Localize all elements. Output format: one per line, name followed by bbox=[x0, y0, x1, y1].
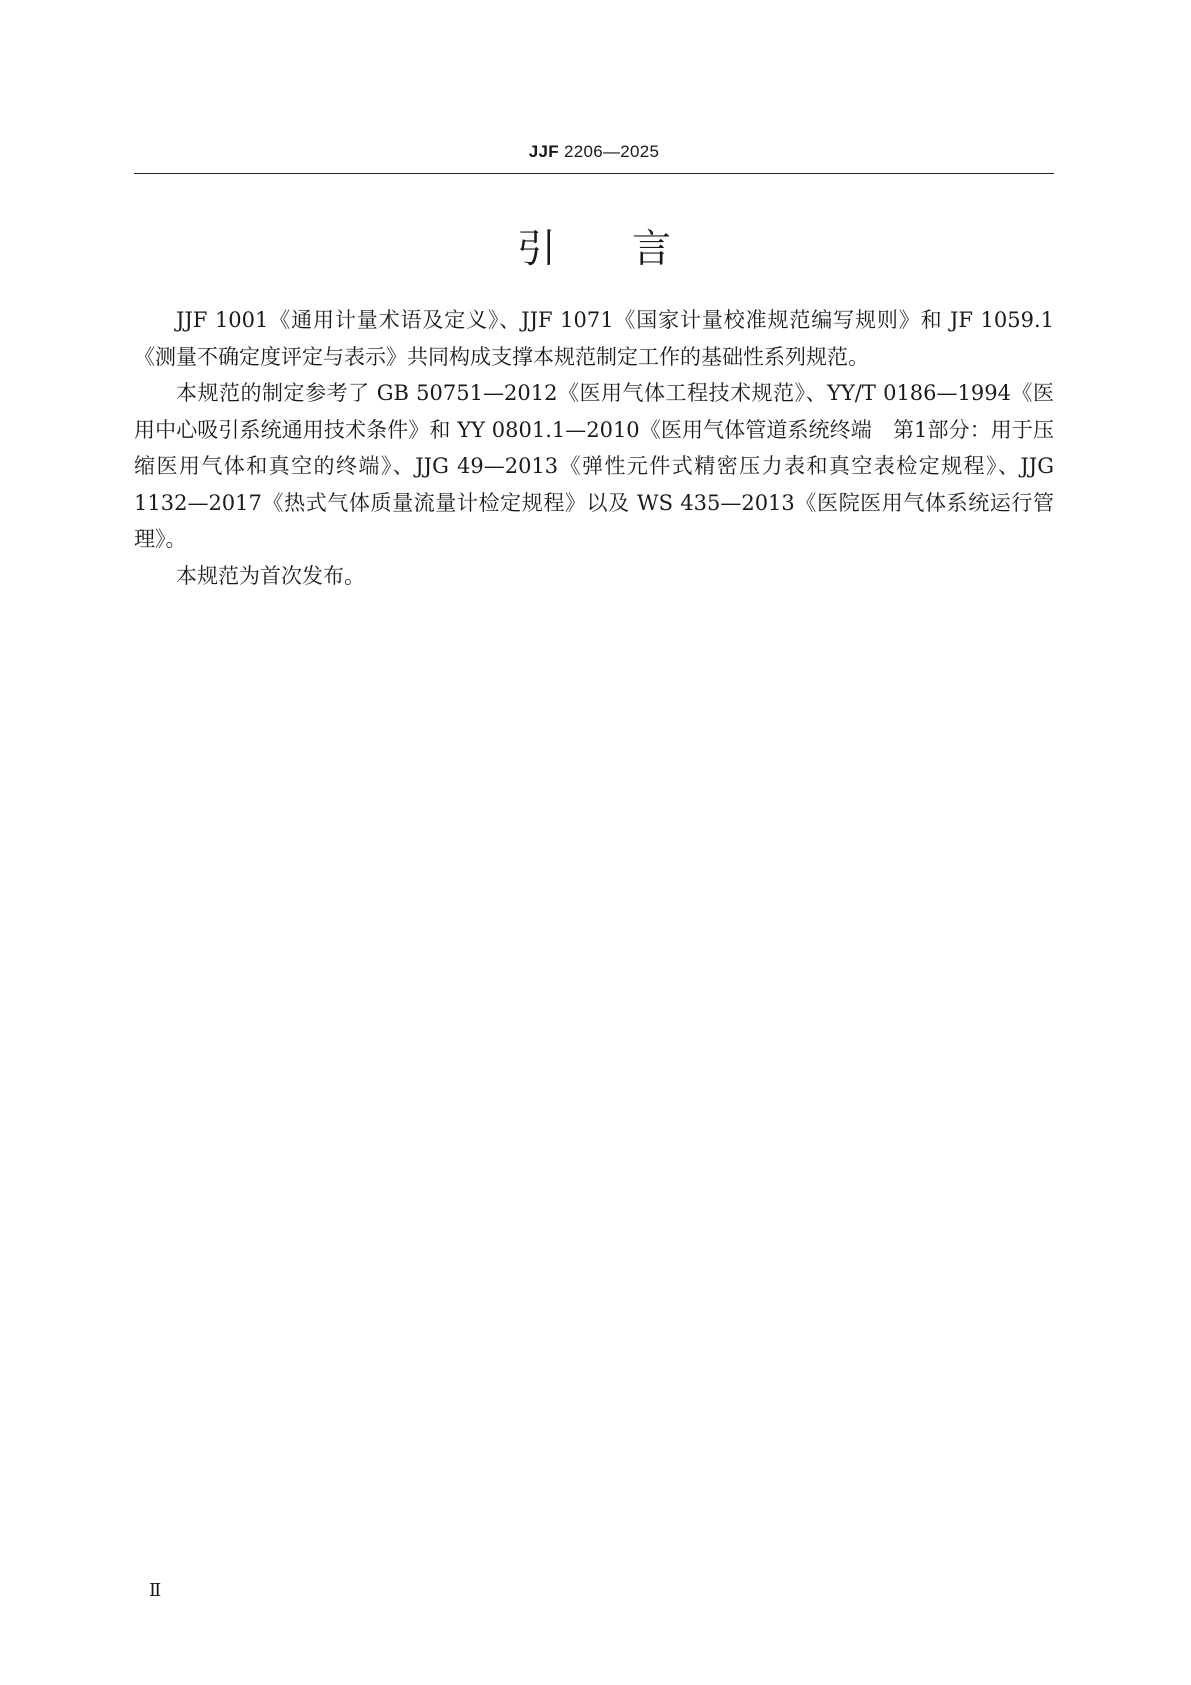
page-number: Ⅱ bbox=[149, 1580, 162, 1601]
standard-code: JJF bbox=[528, 142, 559, 161]
paragraph-first-release: 本规范为首次发布。 bbox=[176, 563, 365, 588]
header-divider bbox=[134, 173, 1054, 174]
paragraph-references: 本规范的制定参考了 GB 50751—2012《医用气体工程技术规范》、YY/T 0186—1994《医用中心吸引系统通用技术条件》和 YY 0801.1—2010《医用气体管道系统终端 第1部分：用于压缩医用气体和真空的终端》、JJG 49—2013《弹性元件式精密压力表和真空表检定规程》、JJG 1132—2017《热式气体质量流量计检定规程》以及 WS 435—2013《医院医用气体系统运行管理》。 bbox=[134, 381, 1054, 551]
standard-number: 2206—2025 bbox=[563, 142, 660, 161]
introduction-body bbox=[134, 302, 1054, 594]
page-title-char-2: 言 bbox=[632, 227, 672, 272]
page-title bbox=[134, 218, 1054, 274]
paragraph-foundation-specs: JJF 1001《通用计量术语及定义》、JJF 1071《国家计量校准规范编写规则》和 JF 1059.1《测量不确定度评定与表示》共同构成支撑本规范制定工作的基础性系列规范。 bbox=[134, 308, 1054, 369]
page-header bbox=[134, 142, 1054, 162]
page-title-char-1: 引 bbox=[516, 227, 556, 272]
